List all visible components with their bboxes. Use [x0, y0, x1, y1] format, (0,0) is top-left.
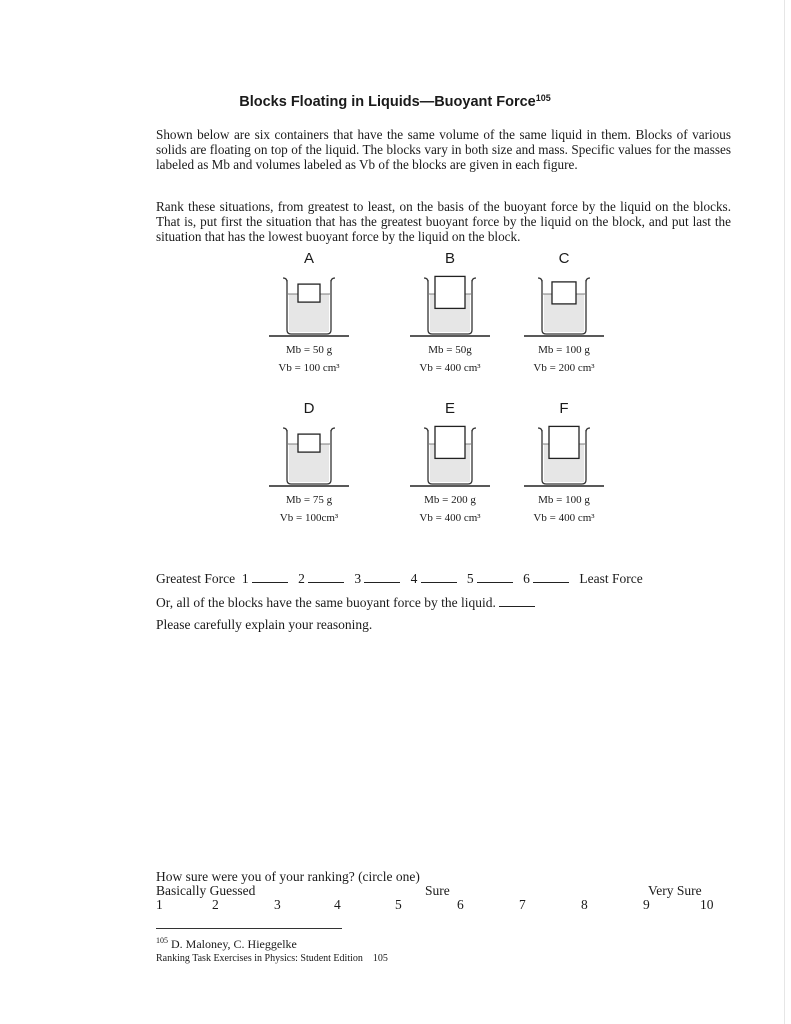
rank-blank[interactable] [421, 571, 457, 583]
page-edge [784, 0, 791, 1024]
confidence-labels [156, 884, 716, 898]
block-mass: Mb = 200 g [424, 494, 476, 506]
footnote-number: 105 [156, 936, 168, 945]
footnote-authors [156, 936, 297, 952]
page-title [0, 93, 791, 110]
block-volume: Vb = 200 cm³ [533, 362, 595, 374]
footnote-divider [156, 928, 342, 929]
block-mass: Mb = 50g [428, 344, 472, 356]
floating-block [435, 276, 465, 308]
scale-option[interactable]: 6 [457, 897, 464, 912]
same-force-text: Or, all of the blocks have the same buoyant force by the liquid. [156, 595, 496, 610]
block-volume: Vb = 400 cm³ [419, 512, 481, 524]
scale-option[interactable]: 5 [395, 897, 402, 912]
scale-option[interactable]: 1 [156, 897, 163, 912]
scale-option[interactable]: 8 [581, 897, 588, 912]
floating-block [549, 426, 579, 458]
least-force-label: Least Force [579, 571, 643, 586]
floating-block [298, 434, 320, 452]
block-volume: Vb = 100 cm³ [278, 362, 340, 374]
rank-number: 2 [298, 571, 305, 586]
scale-option[interactable]: 2 [212, 897, 219, 912]
scale-option[interactable]: 7 [519, 897, 526, 912]
floating-block [435, 426, 465, 458]
label-very-sure: Very Sure [648, 883, 702, 898]
container-letter: F [559, 400, 569, 417]
same-force-blank[interactable] [499, 595, 535, 607]
rank-number: 5 [466, 571, 474, 586]
beaker-diagram [514, 422, 614, 488]
floating-block [552, 282, 576, 304]
block-mass: Mb = 50 g [285, 344, 333, 356]
greatest-force-label: Greatest Force [156, 571, 236, 586]
instructions-paragraph: Rank these situations, from greatest to least, on the basis of the buoyant force by the liquid on the blocks. That is, put first the situation that has the greatest buoyant force by the liquid on the block, and put last the situation that has the lowest buoyant force by the liquid on the block. [156, 199, 731, 244]
beaker-diagram [400, 272, 500, 338]
label-sure: Sure [425, 883, 450, 898]
beaker-diagram [514, 272, 614, 338]
block-mass: Mb = 100 g [538, 344, 590, 356]
title-text: Blocks Floating in Liquids—Buoyant Force [239, 94, 536, 110]
rank-number: 3 [354, 571, 362, 586]
same-force-line [156, 595, 535, 611]
scale-option[interactable]: 4 [334, 897, 341, 912]
container-letter: A [303, 250, 314, 267]
ranking-line [156, 571, 716, 587]
scale-option[interactable]: 10 [700, 897, 714, 912]
confidence-scale [156, 898, 716, 912]
rank-number: 6 [523, 571, 530, 586]
container-letter: B [444, 250, 455, 267]
footnote-authors-text: D. Maloney, C. Hieggelke [171, 937, 297, 951]
container-letter: C [558, 250, 570, 267]
confidence-question: How sure were you of your ranking? (circle one) [156, 869, 420, 884]
beaker-diagram [259, 272, 359, 338]
rank-number: 4 [410, 571, 418, 586]
beaker-diagram [400, 422, 500, 488]
explain-prompt: Please carefully explain your reasoning. [156, 617, 373, 632]
container-letter: E [444, 400, 455, 417]
block-volume: Vb = 100cm³ [279, 512, 339, 524]
rank-blank[interactable] [308, 571, 344, 583]
title-footnote-mark: 105 [535, 93, 551, 103]
block-volume: Vb = 400 cm³ [419, 362, 481, 374]
confidence-section [156, 870, 716, 912]
block-mass: Mb = 100 g [538, 494, 590, 506]
scale-option[interactable]: 3 [274, 897, 281, 912]
rank-blank[interactable] [364, 571, 400, 583]
block-mass: Mb = 75 g [285, 494, 333, 506]
block-volume: Vb = 400 cm³ [533, 512, 595, 524]
scale-option[interactable]: 9 [643, 897, 650, 912]
rank-blank[interactable] [252, 571, 288, 583]
rank-blank[interactable] [533, 571, 569, 583]
container-letter: D [303, 400, 315, 417]
beaker-diagram [259, 422, 359, 488]
book-title: Ranking Task Exercises in Physics: Student Edition [156, 953, 363, 964]
rank-number: 1 [241, 571, 249, 586]
page-number: 105 [372, 953, 388, 964]
footnote-book [156, 953, 388, 964]
rank-blank[interactable] [477, 571, 513, 583]
intro-paragraph: Shown below are six containers that have the same volume of the same liquid in them. Blocks of various solids are floating on top of the liquid. The blocks vary in both size and mass. Specific values for the masses labeled as Mb and volumes labeled as Vb of the blocks are given in each figure. [156, 127, 731, 172]
label-basically-guessed: Basically Guessed [156, 883, 256, 898]
floating-block [298, 284, 320, 302]
